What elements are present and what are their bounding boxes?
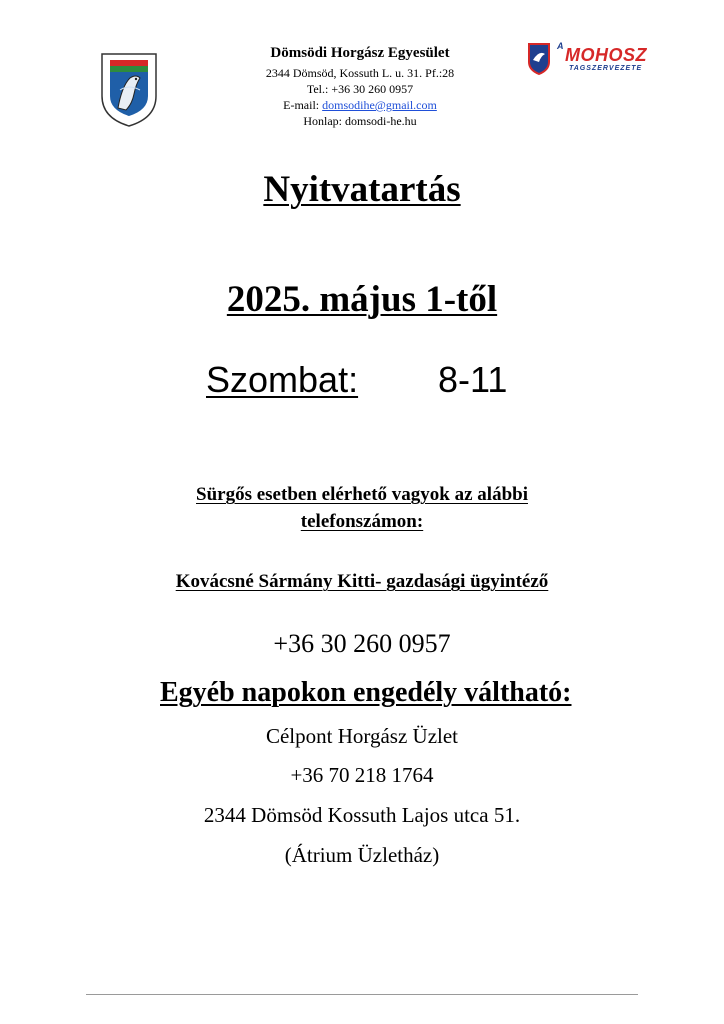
email-link[interactable]: domsodihe@gmail.com <box>322 98 437 112</box>
urgent-notice-line-1: Sürgős esetben elérhető vagyok az alábbi <box>196 484 528 505</box>
mohosz-prefix: A <box>557 41 564 51</box>
urgent-notice-line-2: telefonszámon: <box>300 511 424 532</box>
schedule-hours: 8-11 <box>438 359 508 400</box>
footer-divider <box>86 994 638 995</box>
page-title: Nyitvatartás <box>263 169 461 210</box>
shop-phone: +36 70 218 1764 <box>290 763 434 787</box>
organization-phone: Tel.: +36 30 260 0957 <box>306 82 414 96</box>
organization-email-line <box>200 98 520 113</box>
contact-phone: +36 30 260 0957 <box>273 629 451 658</box>
contact-name: Kovácsné Sármány Kitti- gazdasági ügyintéző <box>175 571 549 592</box>
email-label: E-mail: <box>283 98 323 112</box>
shop-name: Célpont Horgász Üzlet <box>265 724 459 748</box>
shop-address: 2344 Dömsöd Kossuth Lajos utca 51. <box>203 803 521 827</box>
club-fish-emblem-icon <box>96 50 162 128</box>
mohosz-tagline: TAGSZERVEZETE <box>569 65 643 72</box>
other-days-heading: Egyéb napokon engedély váltható: <box>160 677 572 708</box>
date-heading: 2025. május 1-től <box>226 279 498 320</box>
organization-website: Honlap: domsodi-he.hu <box>303 114 417 128</box>
mohosz-brand: MOHOSZ <box>565 45 647 65</box>
organization-name: Dömsödi Horgász Egyesület <box>270 45 450 61</box>
mohosz-logo <box>525 40 665 76</box>
shop-building: (Átrium Üzletház) <box>284 843 440 867</box>
organization-address: 2344 Dömsöd, Kossuth L. u. 31. Pf.:28 <box>265 66 455 80</box>
club-logo <box>96 50 162 128</box>
schedule-day: Szombat: <box>206 359 359 400</box>
